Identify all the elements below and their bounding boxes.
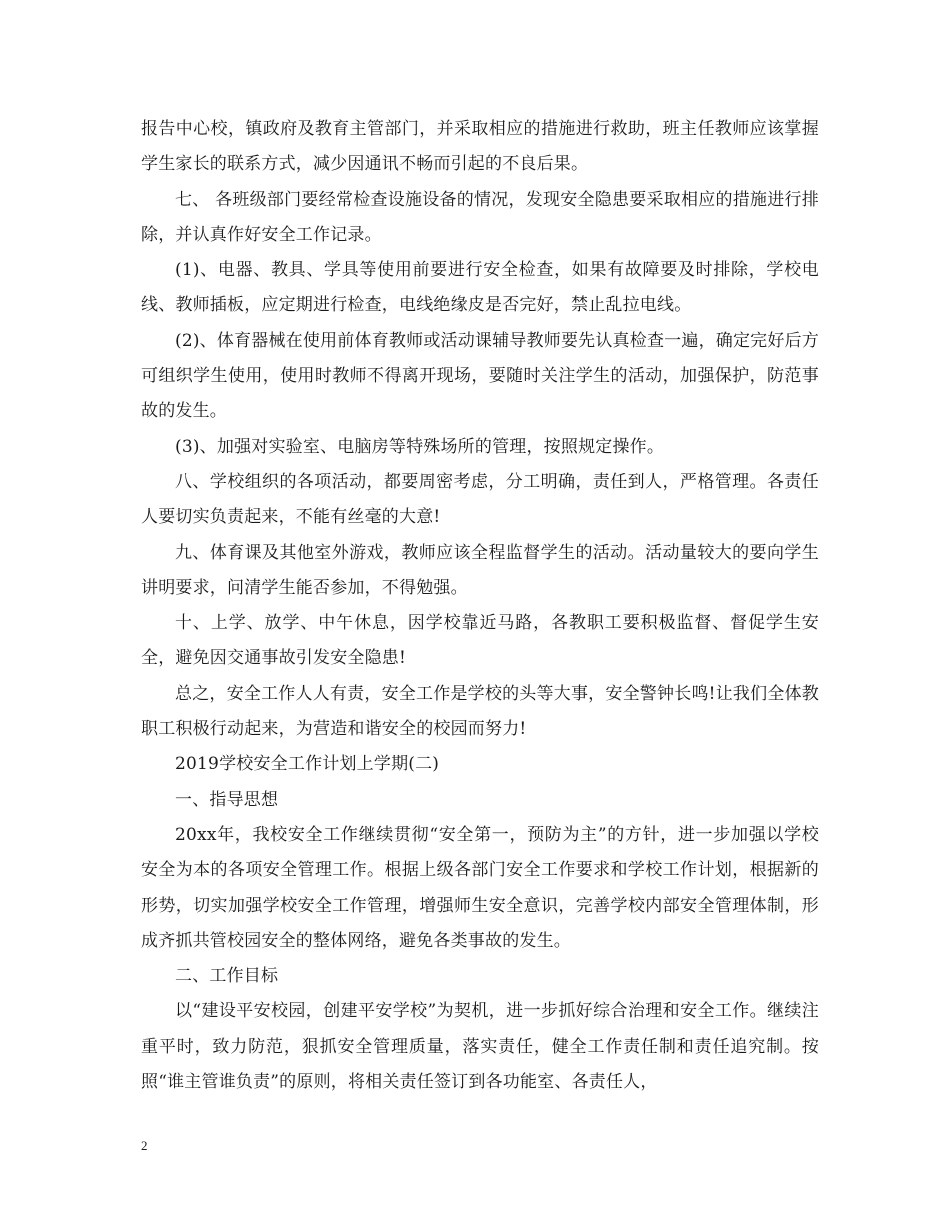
heading-guiding-ideology: 一、指导思想 xyxy=(175,789,279,810)
paragraph-3: (1)、电器、教具、学具等使用前要进行安全检查，如果有故障要及时排除，学校电线、教师插板，应定期进行检查，电线绝缘皮是否完好，禁止乱拉电线。 xyxy=(141,260,819,316)
paragraph-6: 八、学校组织的各项活动，都要周密考虑，分工明确，责任到人，严格管理。各责任人要切实负责起来，不能有丝毫的大意! xyxy=(141,471,819,528)
paragraph-12: 20xx年，我校安全工作继续贯彻“安全第一，预防为主”的方针，进一步加强以学校安全为本的各项安全管理工作。根据上级各部门安全工作要求和学校工作计划，根据新的形势，切实加强学校安全工作管理，增强师生安全意识，完善学校内部安全管理体制，形成齐抓共管校园安全的整体网络，避免各类事故的发生。 xyxy=(141,824,819,951)
page-number: 2 xyxy=(141,1138,148,1153)
paragraph-9: 总之，安全工作人人有责，安全工作是学校的头等大事，安全警钟长鸣!让我们全体教职工积极行动起来，为营造和谐安全的校园而努力! xyxy=(141,683,819,740)
heading-work-goals: 二、工作目标 xyxy=(175,966,279,987)
paragraph-5: (3)、加强对实验室、电脑房等特殊场所的管理，按照规定操作。 xyxy=(175,436,665,457)
paragraph-2: 七、 各班级部门要经常检查设施设备的情况，发现安全隐患要采取相应的措施进行排除，并认真作好安全工作记录。 xyxy=(141,189,819,245)
paragraph-7: 九、体育课及其他室外游戏，教师应该全程监督学生的活动。活动量较大的要向学生讲明要求，问清学生能否参加，不得勉强。 xyxy=(141,542,819,598)
paragraph-8: 十、上学、放学、中午休息，因学校靠近马路，各教职工要积极监督、督促学生安全，避免因交通事故引发安全隐患! xyxy=(141,613,819,669)
paragraph-14: 以“建设平安校园，创建平安学校”为契机，进一步抓好综合治理和安全工作。继续注重平时，致力防范，狠抓安全管理质量，落实责任，健全工作责任制和责任追究制。按照“谁主管谁负责”的原则，将相关责任签订到各功能室、各责任人， xyxy=(141,1001,819,1093)
paragraph-4: (2)、体育器械在使用前体育教师或活动课辅导教师要先认真检查一遍，确定完好后方可组织学生使用，使用时教师不得离开现场，要随时关注学生的活动，加强保护，防范事故的发生。 xyxy=(141,330,819,422)
document-body xyxy=(141,112,819,1100)
section-title: 2019学校安全工作计划上学期(二) xyxy=(175,754,440,775)
paragraph-1: 报告中心校，镇政府及教育主管部门，并采取相应的措施进行救助，班主任教师应该掌握学生家长的联系方式，减少因通讯不畅而引起的不良后果。 xyxy=(141,119,819,175)
